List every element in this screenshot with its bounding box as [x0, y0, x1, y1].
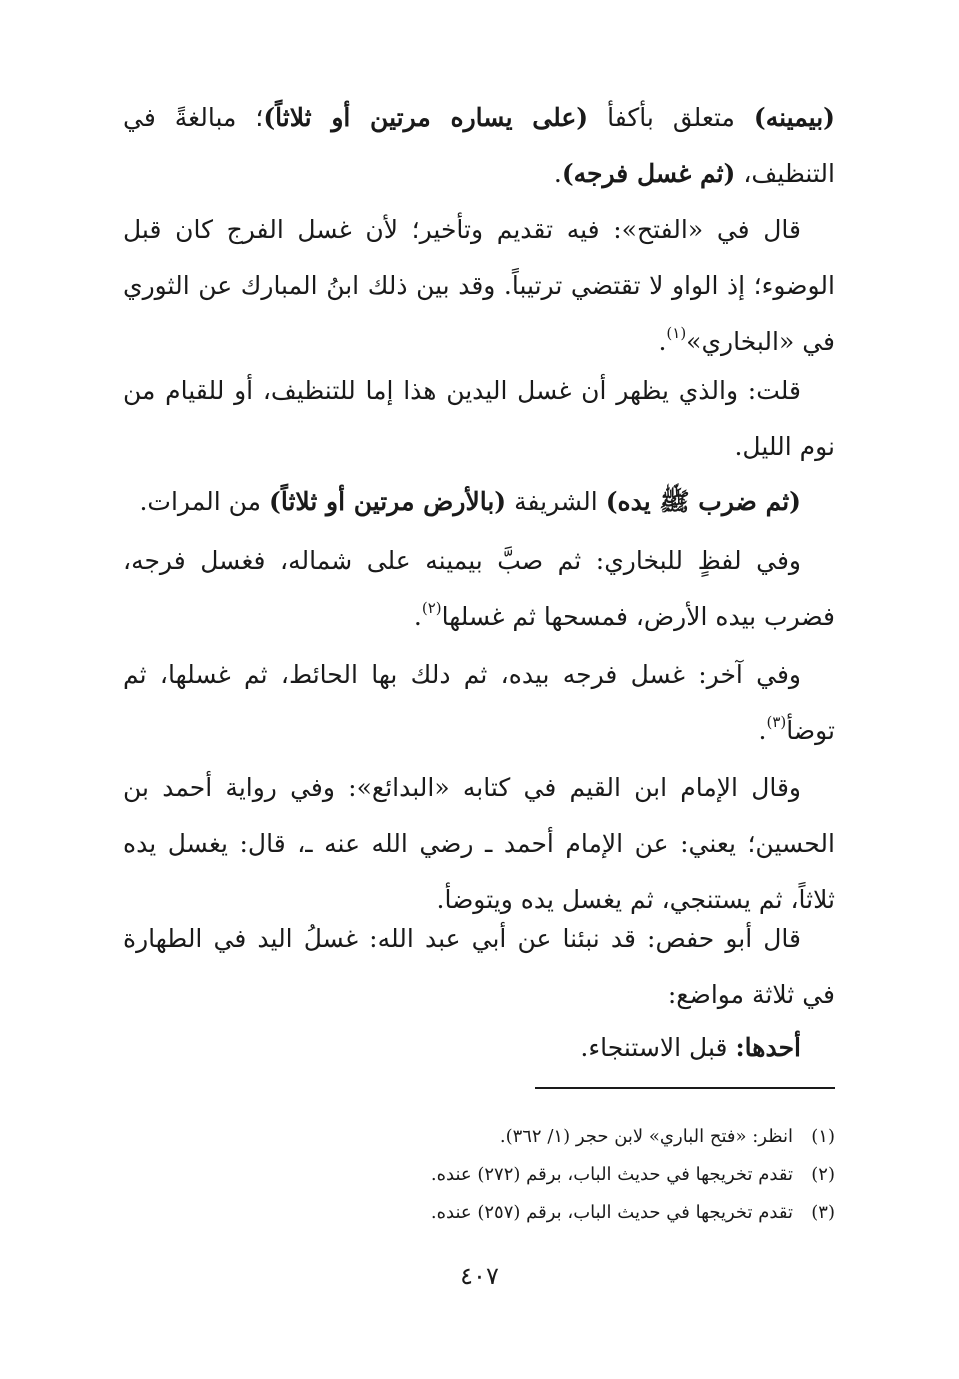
page-number: ٤٠٧ [460, 1262, 499, 1290]
text-segment: قبل الاستنجاء. [580, 1033, 736, 1062]
footnote-separator [535, 1087, 835, 1089]
paragraph-7 [123, 760, 835, 928]
text-segment: من المرات. [139, 487, 270, 516]
paragraph-3 [123, 363, 835, 475]
paragraph-5 [123, 533, 835, 648]
text-segment: قلت: والذي يظهر أن غسل اليدين هذا إما للتنظيف، أو للقيام من نوم الليل. [123, 376, 835, 461]
text-segment: وقال الإمام ابن القيم في كتابه «البدائع»: وفي رواية أحمد بن الحسين؛ يعني: عن الإمام أحمد ـ رضي الله عنه ـ، قال: يغسل يده ثلاثاً، ثم يستنجي، ثم يغسل يده ويتوضأ. [123, 773, 835, 914]
footnote-text: تقدم تخريجها في حديث الباب، برقم (٢٥٧) عنده. [430, 1202, 793, 1223]
text-segment: متعلق بأكفأ [588, 103, 754, 132]
text-segment: . [553, 159, 562, 188]
footnote-item [123, 1156, 835, 1194]
footnote-number: (٢) [811, 1164, 835, 1185]
text-segment: ؛ مبالغةً في التنظيف، [123, 103, 835, 188]
text-segment: (بالأرض مرتين أو ثلاثاً) [269, 487, 507, 516]
footnote-item [123, 1194, 835, 1232]
text-segment: (على يساره مرتين أو ثلاثاً) [263, 103, 589, 132]
text-segment: الشريفة [506, 487, 606, 516]
text-segment: . [413, 602, 422, 631]
footnote-number: (١) [811, 1126, 835, 1147]
footnote-ref-2: (٢) [421, 599, 442, 617]
text-segment: وفي آخر: غسل فرجه بيده، ثم دلك بها الحائط، ثم غسلها، ثم توضأ [123, 660, 835, 745]
footnote-ref-1: (١) [666, 324, 687, 342]
text-segment: . [658, 327, 667, 356]
paragraph-4 [123, 474, 835, 530]
footnote-ref-3: (٣) [766, 713, 787, 731]
paragraph-1 [123, 90, 835, 202]
text-segment: قال أبو حفص: قد نبئنا عن أبي عبد الله: غسلُ اليد في الطهارة في ثلاثة مواضع: [123, 924, 835, 1009]
text-segment: وفي لفظٍ للبخاري: ثم صبَّ بيمينه على شماله، فغسل فرجه، فضرب بيده الأرض، فمسحها ثم غسلها [123, 546, 835, 631]
footnotes [123, 1118, 835, 1232]
paragraph-2 [123, 202, 835, 373]
paragraph-9 [123, 1020, 835, 1076]
footnote-number: (٣) [811, 1202, 835, 1223]
text-segment: (ثم غسل فرجه) [561, 159, 736, 188]
footnote-item [123, 1118, 835, 1156]
text-segment: (ثم ضرب ﷺ يده) [605, 487, 801, 516]
text-segment: (بيمينه) [753, 103, 836, 132]
text-segment: قال في «الفتح»: فيه تقديم وتأخير؛ لأن غسل الفرج كان قبل الوضوء؛ إذ الواو لا تقتضي ترتيباً. وقد بين ذلك ابنُ المبارك عن الثوري في «البخاري» [123, 215, 835, 356]
footnote-text: تقدم تخريجها في حديث الباب، برقم (٢٧٢) عنده. [430, 1164, 793, 1185]
text-segment: أحدها: [735, 1033, 801, 1062]
paragraph-8 [123, 911, 835, 1023]
paragraph-6 [123, 647, 835, 762]
footnote-text: انظر: «فتح الباري» لابن حجر (١/ ٣٦٢). [499, 1126, 793, 1147]
text-segment: . [758, 716, 767, 745]
